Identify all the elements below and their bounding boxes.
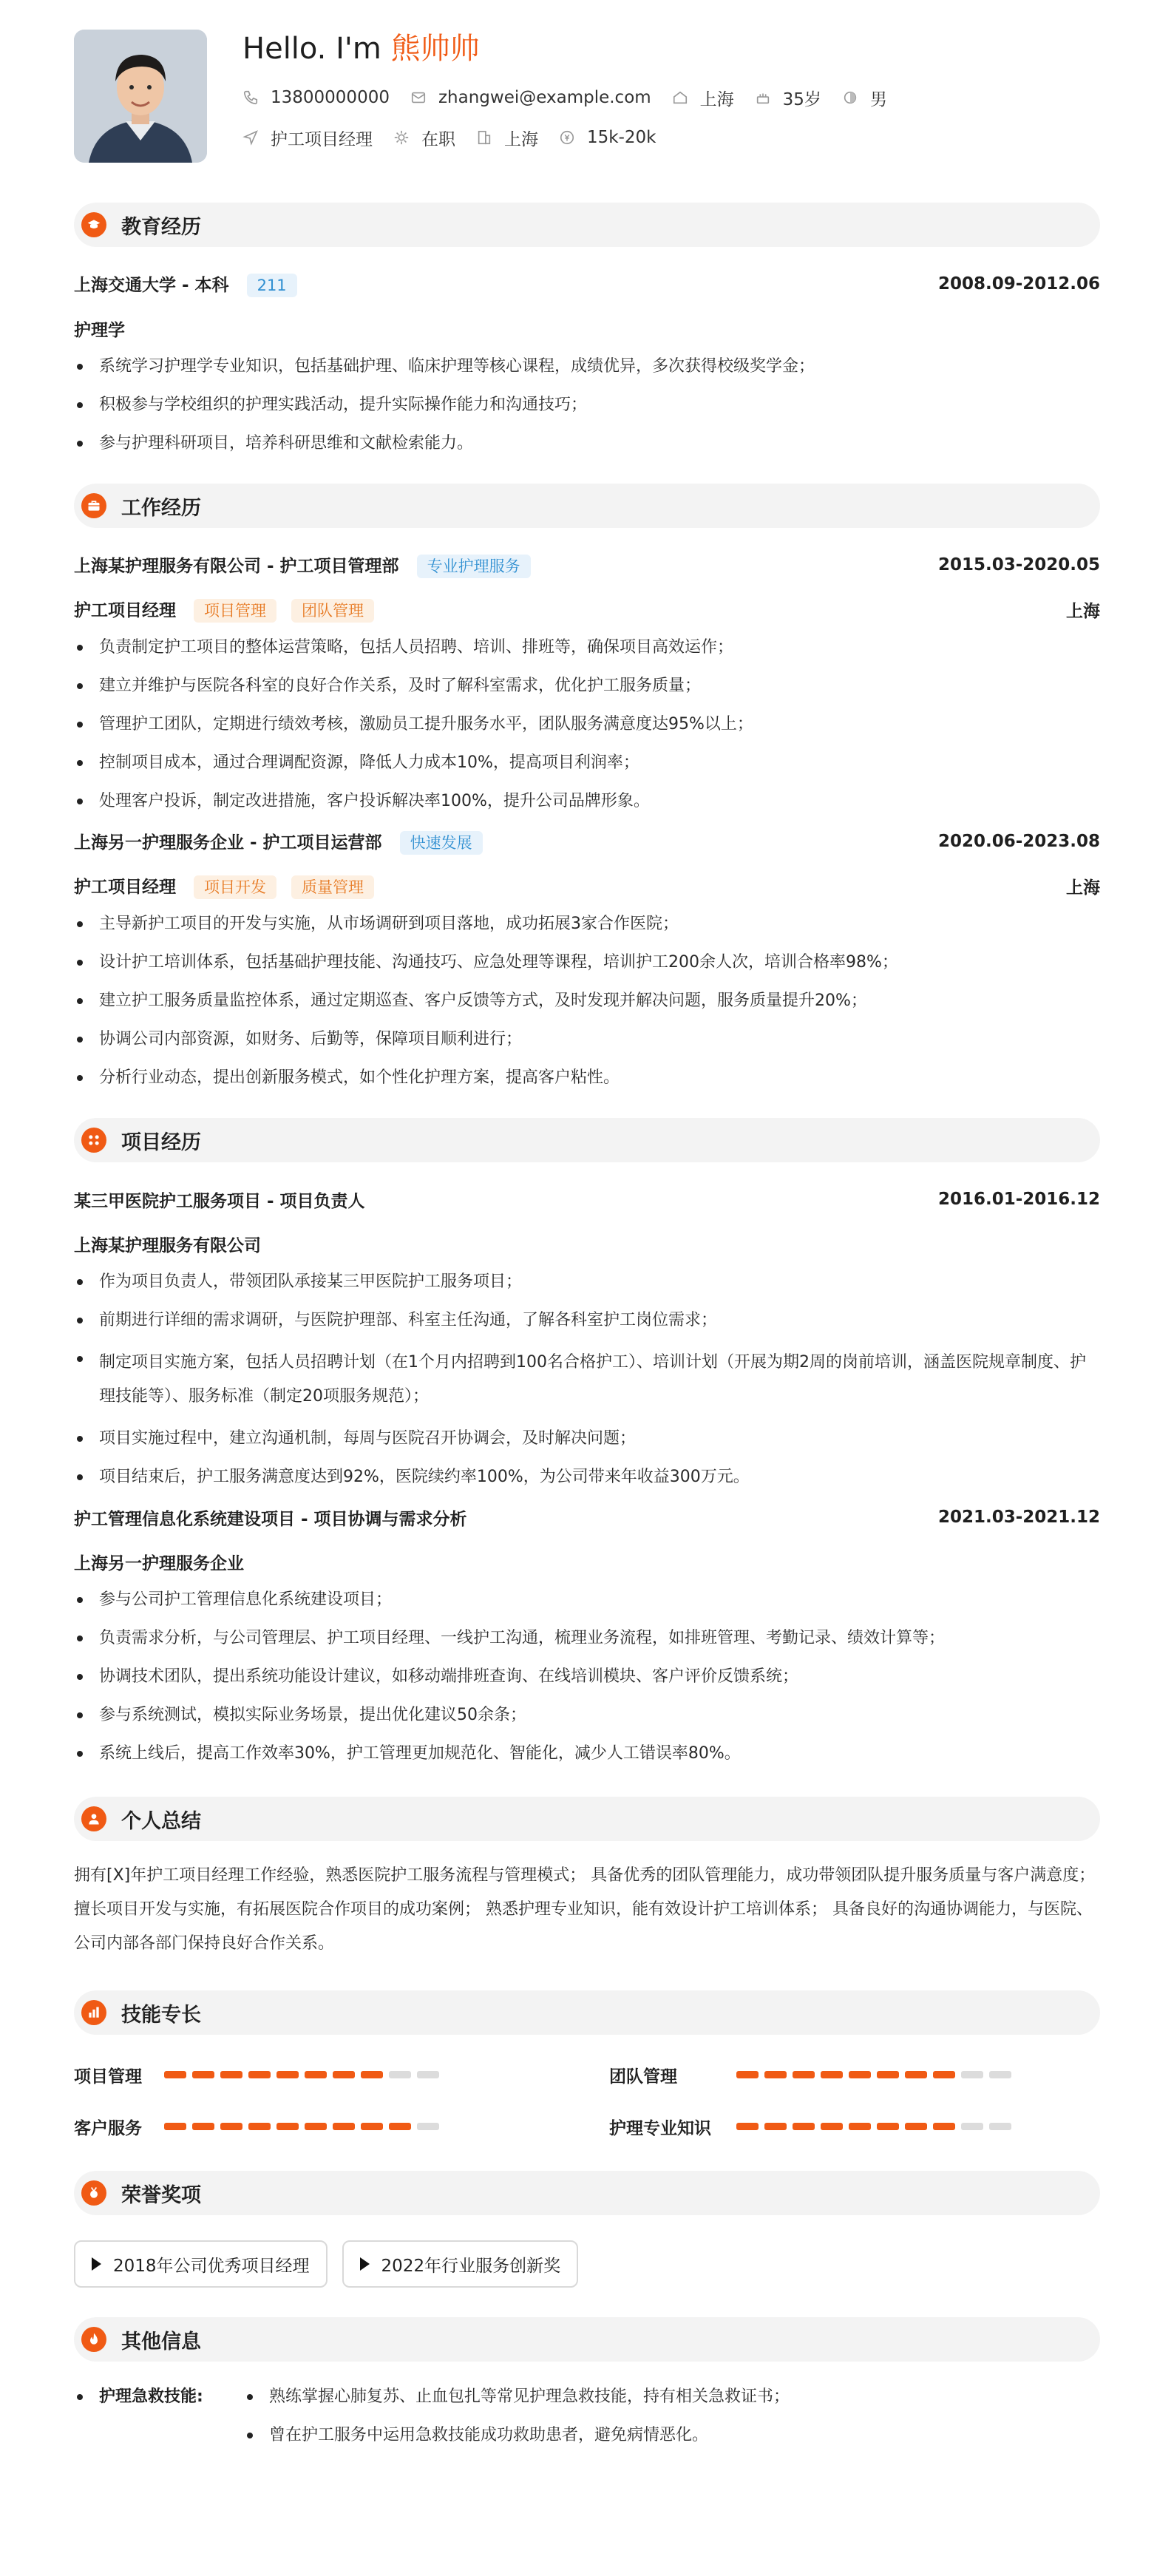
list-item: 参与系统测试，模拟实际业务场景，提出优化建议50余条； [74, 1702, 1100, 1729]
education-period: 2008.09-2012.06 [937, 274, 1100, 294]
section-title: 其他信息 [121, 2330, 201, 2353]
section-title: 个人总结 [121, 1809, 201, 1833]
skill-segment-filled [793, 2123, 815, 2130]
education-section [74, 203, 1100, 457]
skill-segment-filled [192, 2071, 214, 2078]
project-icon [81, 1128, 106, 1153]
skills-section [74, 1990, 1100, 2141]
skill-segment-empty [961, 2123, 983, 2130]
greeting-heading [242, 30, 908, 68]
location-text: 上海 [699, 89, 734, 109]
skill-segment-filled [333, 2071, 355, 2078]
building-icon [476, 129, 492, 146]
role-tag: 团队管理 [291, 599, 374, 623]
project-entry [74, 1502, 1100, 1532]
list-item: 设计护工培训体系，包括基础护理技能、沟通技巧、应急处理等课程，培训护工200余人次，培训合格率98%； [74, 949, 1100, 976]
job-period: 2015.03-2020.05 [937, 555, 1100, 574]
skill-segment-empty [417, 2123, 439, 2130]
play-triangle-icon [360, 2257, 370, 2271]
skill-segment-filled [248, 2123, 271, 2130]
list-item: 项目结束后，护工服务满意度达到92%，医院续约率100%，为公司带来年收益300万元。 [74, 1464, 1100, 1491]
gender-item [842, 86, 887, 110]
list-item: 建立并维护与医院各科室的良好合作关系，及时了解科室需求，优化护工服务质量； [74, 673, 1100, 699]
company-name: 上海某护理服务有限公司 - 护工项目管理部 [74, 556, 399, 576]
skill-segment-filled [361, 2123, 383, 2130]
section-header [74, 1990, 1100, 2035]
work-section [74, 484, 1100, 1091]
list-item: 分析行业动态，提出创新服务模式，如个性化护理方案，提高客户粘性。 [74, 1065, 1100, 1091]
project-org-row [74, 1229, 1100, 1258]
briefcase-icon [81, 493, 106, 518]
job-period: 2020.06-2023.08 [937, 832, 1100, 851]
phone-text: 13800000000 [271, 88, 390, 107]
section-title: 教育经历 [121, 215, 201, 239]
other-list [244, 2384, 790, 2461]
role-name: 护工项目经理 [74, 877, 176, 897]
list-item: 参与护理科研项目，培养科研思维和文献检索能力。 [74, 430, 1100, 457]
play-triangle-icon [92, 2257, 101, 2271]
skill-segment-empty [989, 2123, 1011, 2130]
home-icon [672, 89, 688, 106]
skill-segment-filled [821, 2071, 843, 2078]
skill-segment-filled [305, 2071, 327, 2078]
age-text: 35岁 [782, 89, 821, 109]
age-item [755, 86, 821, 110]
job-bullets [74, 634, 1100, 815]
section-header [74, 1797, 1100, 1841]
job-location: 上海 [1066, 601, 1100, 621]
skill-name: 护理专业知识 [609, 2118, 711, 2138]
skill-level-bar [164, 2071, 445, 2078]
greeting-text: Hello. I'm [242, 32, 381, 66]
skill-segment-filled [276, 2071, 299, 2078]
skills-grid [74, 2060, 1100, 2141]
skill-segment-filled [905, 2071, 927, 2078]
list-item: 项目实施过程中，建立沟通机制，每周与医院召开协调会，及时解决问题； [74, 1426, 1100, 1452]
skill-segment-filled [361, 2071, 383, 2078]
job-title-text: 护工项目经理 [271, 129, 373, 149]
coin-icon [559, 129, 575, 146]
city-item [476, 126, 538, 150]
avatar-photo-icon [74, 30, 207, 163]
other-info [74, 2384, 1100, 2461]
project-period: 2016.01-2016.12 [937, 1190, 1100, 1209]
list-item: 负责制定护工项目的整体运营策略，包括人员招聘、培训、排班等，确保项目高效运作； [74, 634, 1100, 661]
skill-segment-filled [220, 2123, 242, 2130]
skill-name: 团队管理 [609, 2067, 677, 2087]
list-item: 处理客户投诉，制定改进措施，客户投诉解决率100%，提升公司品牌形象。 [74, 788, 1100, 815]
project-org-row [74, 1547, 1100, 1576]
contact-row [242, 84, 908, 111]
mail-icon [410, 89, 427, 106]
skill-segment-filled [933, 2071, 955, 2078]
skill-segment-filled [248, 2071, 271, 2078]
education-bullets [74, 353, 1100, 457]
major-row [74, 313, 1100, 343]
skill-segment-filled [164, 2123, 186, 2130]
awards-section [74, 2171, 1100, 2288]
role-row [74, 871, 1100, 901]
salary-text: 15k-20k [587, 128, 656, 147]
skill-level-bar [164, 2123, 445, 2130]
skill-segment-filled [793, 2071, 815, 2078]
list-item: 协调技术团队，提出系统功能设计建议，如移动端排班查询、在线培训模块、客户评价反馈系统； [74, 1664, 1100, 1690]
skill-segment-filled [764, 2123, 787, 2130]
gender-icon [842, 89, 858, 106]
skill-segment-filled [220, 2071, 242, 2078]
skill-segment-filled [192, 2123, 214, 2130]
list-item: 作为项目负责人，带领团队承接某三甲医院护工服务项目； [74, 1269, 1100, 1295]
company-name: 上海另一护理服务企业 - 护工项目运营部 [74, 833, 382, 853]
list-item: 建立护工服务质量监控体系，通过定期巡查、客户反馈等方式，及时发现并解决问题，服务质量提升20%； [74, 988, 1100, 1014]
skill-segment-empty [989, 2071, 1011, 2078]
skill-segment-filled [389, 2123, 411, 2130]
skill-segment-filled [764, 2071, 787, 2078]
list-item: 参与公司护工管理信息化系统建设项目； [74, 1587, 1100, 1613]
summary-text: 拥有[X]年护工项目经理工作经验，熟悉医院护工服务流程与管理模式； 具备优秀的团队管理能力，成功带领团队提升服务质量与客户满意度； 擅长项目开发与实施，有拓展医院合作项目的成功案例； 熟悉护理专业知识，能有效设计护工培训体系； 具备良好的沟通协调能力，与医院、公司内部各部门保持良好合作关系。 [74, 1866, 1096, 1953]
school-name: 上海交通大学 - 本科 [74, 275, 229, 295]
list-item: 控制项目成本，通过合理调配资源，降低人力成本10%，提高项目利润率； [74, 750, 1100, 776]
skill-item [74, 2112, 565, 2141]
medal-icon [81, 2180, 106, 2206]
skill-segment-filled [933, 2123, 955, 2130]
project-org: 上海另一护理服务企业 [74, 1553, 244, 1573]
flame-icon [81, 2327, 106, 2352]
section-header [74, 484, 1100, 528]
project-name: 护工管理信息化系统建设项目 - 项目协调与需求分析 [74, 1509, 467, 1529]
resume-header [74, 30, 1100, 170]
section-title: 项目经历 [121, 1131, 201, 1154]
skill-level-bar [736, 2123, 1017, 2130]
skill-segment-filled [164, 2071, 186, 2078]
skill-segment-filled [821, 2123, 843, 2130]
status-text: 在职 [421, 129, 455, 149]
list-item: 系统上线后，提高工作效率30%，护工管理更加规范化、智能化，减少人工错误率80%。 [74, 1741, 1100, 1767]
job-entry [74, 827, 1100, 856]
skill-name: 项目管理 [74, 2067, 142, 2087]
job-bullets [74, 911, 1100, 1091]
role-row [74, 594, 1100, 624]
skill-segment-empty [389, 2071, 411, 2078]
skill-segment-filled [276, 2123, 299, 2130]
email-text: zhangwei@example.com [438, 88, 651, 107]
user-icon [81, 1806, 106, 1831]
list-item: 积极参与学校组织的护理实践活动，提升实际操作能力和沟通技巧； [74, 392, 1100, 418]
summary-section [74, 1797, 1100, 1961]
project-org: 上海某护理服务有限公司 [74, 1236, 261, 1255]
skill-segment-filled [877, 2071, 899, 2078]
award-chip [342, 2240, 579, 2288]
skill-name: 客户服务 [74, 2118, 142, 2138]
skill-segment-filled [849, 2071, 871, 2078]
section-header [74, 2317, 1100, 2362]
job-entry [74, 550, 1100, 580]
skill-segment-filled [333, 2123, 355, 2130]
city-text: 上海 [504, 129, 538, 149]
skill-segment-empty [417, 2071, 439, 2078]
school-tag: 211 [247, 274, 297, 297]
project-bullets [74, 1587, 1100, 1767]
candidate-name: 熊帅帅 [390, 32, 480, 66]
section-title: 荣誉奖项 [121, 2183, 201, 2207]
awards-list [74, 2240, 1100, 2288]
role-tag: 项目开发 [194, 875, 276, 899]
company-tag: 快速发展 [400, 831, 483, 855]
skill-segment-filled [736, 2071, 759, 2078]
list-item: 主导新护工项目的开发与实施，从市场调研到项目落地，成功拓展3家合作医院； [74, 911, 1100, 938]
award-label: 2018年公司优秀项目经理 [113, 2256, 310, 2276]
skill-segment-filled [877, 2123, 899, 2130]
status-item [393, 126, 455, 150]
bar-chart-icon [81, 2000, 106, 2025]
salary-item [559, 128, 656, 147]
section-header [74, 1118, 1100, 1162]
list-item: 曾在护工服务中运用急救技能成功救助患者，避免病情恶化。 [244, 2422, 790, 2449]
section-header [74, 203, 1100, 247]
section-header [74, 2171, 1100, 2215]
list-item: 负责需求分析，与公司管理层、护工项目经理、一线护工沟通，梳理业务流程，如排班管理、考勤记录、绩效计算等； [74, 1625, 1100, 1652]
skill-item [609, 2112, 1100, 2141]
projects-section [74, 1118, 1100, 1767]
phone-item [242, 88, 390, 107]
skill-item [74, 2060, 565, 2089]
skill-segment-empty [961, 2071, 983, 2078]
phone-icon [242, 89, 259, 106]
education-entry [74, 269, 1100, 299]
skill-segment-filled [736, 2123, 759, 2130]
role-tag: 质量管理 [291, 875, 374, 899]
list-item: 熟练掌握心肺复苏、止血包扎等常见护理急救技能，持有相关急救证书； [244, 2384, 790, 2410]
list-item: 系统学习护理学专业知识，包括基础护理、临床护理等核心课程，成绩优异，多次获得校级奖学金； [74, 353, 1100, 380]
list-item: 协调公司内部资源，如财务、后勤等，保障项目顺利进行； [74, 1026, 1100, 1053]
cake-icon [755, 89, 771, 106]
skill-level-bar [736, 2071, 1017, 2078]
avatar [74, 30, 207, 163]
other-row [74, 2384, 1100, 2461]
project-period: 2021.03-2021.12 [937, 1508, 1100, 1527]
email-item [410, 88, 651, 107]
gender-text: 男 [869, 89, 887, 109]
skill-segment-filled [305, 2123, 327, 2130]
send-icon [242, 129, 259, 146]
list-item: 管理护工团队，定期进行绩效考核，激励员工提升服务水平，团队服务满意度达95%以上； [74, 711, 1100, 738]
project-entry [74, 1184, 1100, 1214]
role-tag: 项目管理 [194, 599, 276, 623]
major-name: 护理学 [74, 320, 125, 340]
section-title: 工作经历 [121, 496, 201, 520]
award-chip [74, 2240, 328, 2288]
other-section [74, 2317, 1100, 2461]
section-title: 技能专长 [121, 2003, 201, 2027]
list-item: 前期进行详细的需求调研，与医院护理部、科室主任沟通，了解各科室护工岗位需求； [74, 1307, 1100, 1334]
other-key: 护理急救技能: [74, 2384, 244, 2410]
gear-icon [393, 129, 410, 146]
job-title-item [242, 126, 373, 150]
award-label: 2022年行业服务创新奖 [381, 2256, 561, 2276]
skill-segment-filled [905, 2123, 927, 2130]
graduation-cap-icon [81, 212, 106, 237]
project-bullets [74, 1269, 1100, 1491]
role-name: 护工项目经理 [74, 600, 176, 620]
project-name: 某三甲医院护工服务项目 - 项目负责人 [74, 1191, 365, 1211]
list-item: 制定项目实施方案，包括人员招聘计划（在1个月内招聘到100名合格护工）、培训计划（开展为期2周的岗前培训，涵盖医院规章制度、护理技能等）、服务标准（制定20项服务规范）； [74, 1346, 1100, 1414]
location-item [672, 86, 734, 110]
job-location: 上海 [1066, 878, 1100, 898]
job-row [242, 124, 908, 151]
company-tag: 专业护理服务 [417, 555, 531, 578]
skill-item [609, 2060, 1100, 2089]
skill-segment-filled [849, 2123, 871, 2130]
